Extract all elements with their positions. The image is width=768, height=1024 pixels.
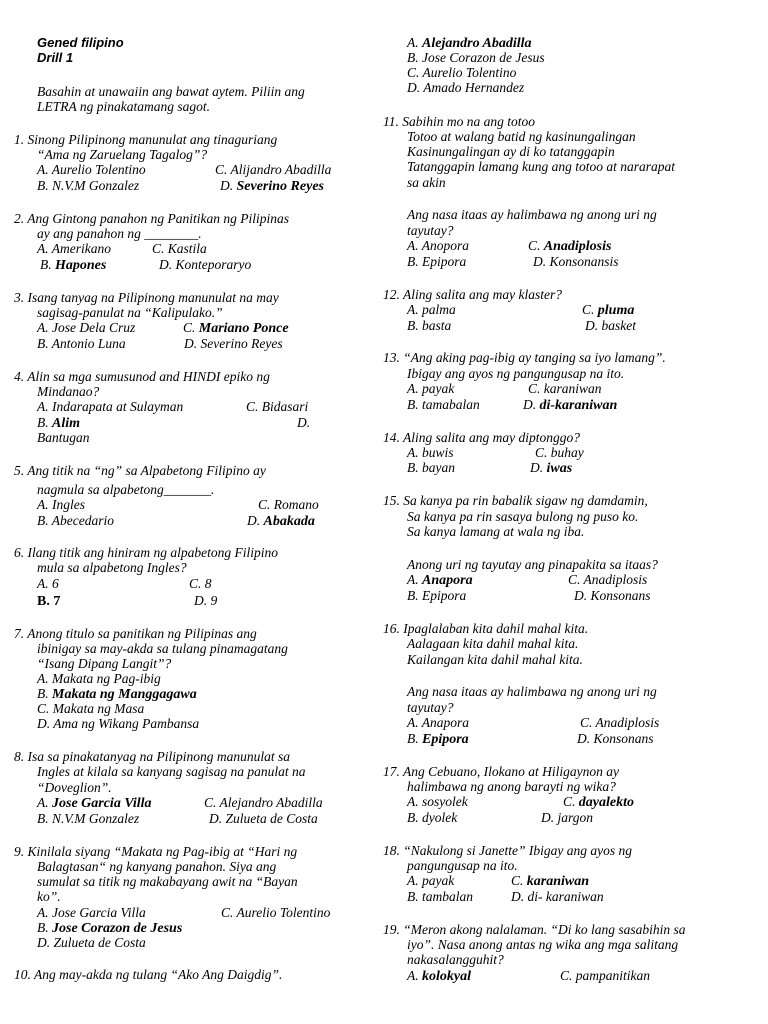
question-stem-q8-l1 <box>14 749 290 764</box>
question-stem-q5-l1 <box>14 463 266 478</box>
choice-text: D. basket <box>585 318 636 333</box>
choice-text: 19. “Meron akong nalalaman. “Di ko lang sasabihin sa <box>383 922 686 937</box>
answer-choice-q14-d <box>530 460 572 476</box>
choice-text: 11. Sabihin mo na ang totoo <box>383 114 536 129</box>
choice-text: B. bayan <box>407 460 455 475</box>
answer-choice-q2-b <box>40 257 106 273</box>
answer-choice-q2-a <box>37 241 111 256</box>
answer-choice-q2-c <box>152 241 207 256</box>
choice-text: C. <box>183 320 199 335</box>
choice-text: A. palma <box>407 302 456 317</box>
answer-choice-q4-a <box>37 399 183 414</box>
choice-text: Aalagaan kita dahil mahal kita. <box>407 636 579 651</box>
answer-choice-q11-b <box>407 254 466 269</box>
answer-choice-q16-d <box>577 731 654 746</box>
question-text-line-q11-l5 <box>407 175 446 190</box>
correct-answer-text: Anadiplosis <box>543 239 612 254</box>
choice-text: D. Konsonans <box>577 731 654 746</box>
choice-text: C. Romano <box>258 497 319 512</box>
answer-choice-q13-c <box>528 381 602 396</box>
answer-choice-q18-c <box>511 873 589 889</box>
correct-answer-text: iwas <box>546 461 573 476</box>
choice-text: A. Aurelio Tolentino <box>37 162 146 177</box>
question-text-line-q8-l3 <box>37 780 112 795</box>
answer-choice-q10-b <box>407 50 545 65</box>
question-stem-q2-l1 <box>14 211 289 226</box>
choice-text: Kasinungalingan ay di ko tatanggapin <box>407 144 615 159</box>
choice-text: B. Jose Corazon de Jesus <box>407 50 545 65</box>
question-stem-q1-l1 <box>14 132 277 147</box>
answer-choice-q4-b <box>37 415 80 431</box>
choice-text: B. Abecedario <box>37 513 114 528</box>
choice-text: tayutay? <box>407 700 454 715</box>
question-stem-q6-l1 <box>14 545 278 560</box>
choice-text: tayutay? <box>407 223 454 238</box>
choice-text: A. Jose Garcia Villa <box>37 905 146 920</box>
choice-text: A. <box>407 572 422 587</box>
choice-text: A. <box>37 795 52 810</box>
choice-text: 16. Ipaglalaban kita dahil mahal kita. <box>383 621 589 636</box>
choice-text: C. Alejandro Abadilla <box>204 795 323 810</box>
question-text-line-q16-l2 <box>407 636 578 651</box>
answer-choice-q4-c <box>246 399 308 414</box>
answer-choice-q19-c <box>560 968 650 983</box>
answer-choice-q12-d <box>585 318 636 333</box>
choice-text: Bantugan <box>37 430 90 445</box>
choice-text: 8. Isa sa pinakatanyag na Pilipinong manunulat sa <box>14 749 290 764</box>
question-text-line-q16-l4 <box>407 684 657 699</box>
instructions-line: Basahin at unawaiin ang bawat aytem. Piliin ang <box>37 84 305 99</box>
choice-text: D. Amado Hernandez <box>407 80 525 95</box>
question-text-line-q17-l2 <box>407 779 616 794</box>
choice-text: 1. Sinong Pilipinong manunulat ang tinaguriang <box>14 132 278 147</box>
choice-text: Kailangan kita dahil mahal kita. <box>407 652 583 667</box>
correct-answer-text: Severino Reyes <box>236 179 324 194</box>
choice-text: Sa kanya lamang at wala ng iba. <box>407 524 585 539</box>
answer-choice-q5-d <box>247 513 315 529</box>
choice-text: D. Konteporaryo <box>159 257 252 272</box>
answer-choice-q16-a <box>407 715 469 730</box>
question-stem-q19-l1 <box>383 922 686 937</box>
question-text-line-q1-l2 <box>37 147 207 162</box>
answer-choice-q3-b <box>37 336 126 351</box>
choice-text: C. Bidasari <box>246 399 309 414</box>
choice-text: B. N.V.M Gonzalez <box>37 178 140 193</box>
answer-choice-q12-c <box>582 302 634 318</box>
choice-text: nakasalangguhit? <box>407 952 504 967</box>
answer-choice-q13-b <box>407 397 480 412</box>
correct-answer-text: di-karaniwan <box>539 398 618 413</box>
choice-text: A. Makata ng Pag-ibig <box>37 671 161 686</box>
choice-text: A. <box>407 35 422 50</box>
choice-text: D. jargon <box>541 810 594 825</box>
answer-choice-q5-a <box>37 497 85 512</box>
question-text-line-q9-l3 <box>37 874 298 889</box>
question-text-line-q9-l2 <box>37 859 276 874</box>
answer-choice-q3-d <box>184 336 283 351</box>
answer-choice-q17-c <box>563 794 634 810</box>
choice-text: D. Zulueta de Costa <box>209 811 318 826</box>
answer-choice-q15-c <box>568 572 647 587</box>
choice-text: ibinigay sa may-akda sa tulang pinamagatang <box>37 641 288 656</box>
choice-text: nagmula sa alpabetong_______. <box>37 482 215 497</box>
choice-text: C. Kastila <box>152 241 207 256</box>
choice-text: C. Aurelio Tolentino <box>407 65 517 80</box>
question-stem-q18-l1 <box>383 843 632 858</box>
question-text-line-q4-l2 <box>37 384 99 399</box>
answer-choice-q19-a <box>407 968 471 984</box>
question-stem-q16-l1 <box>383 621 588 636</box>
choice-text: B. <box>40 257 55 272</box>
correct-answer-text: Alim <box>52 416 81 431</box>
choice-text: C. Makata ng Masa <box>37 701 145 716</box>
choice-text: D. Konsonans <box>574 588 651 603</box>
choice-text: 5. Ang titik na “ng” sa Alpabetong Filipino ay <box>14 463 266 478</box>
choice-text: B. <box>407 731 422 746</box>
choice-text: B. Epipora <box>407 588 467 603</box>
correct-answer-text: Abakada <box>263 514 315 529</box>
answer-choice-q14-c <box>535 445 584 460</box>
answer-choice-q17-b <box>407 810 457 825</box>
choice-text: 14. Aling salita ang may diptonggo? <box>383 430 581 445</box>
choice-text: D. <box>297 415 311 430</box>
choice-text: B. Epipora <box>407 254 467 269</box>
choice-text: D. <box>523 397 540 412</box>
question-stem-q17-l1 <box>383 764 619 779</box>
answer-choice-q8-a <box>37 795 152 811</box>
choice-text: Sa kanya pa rin sasaya bulong ng puso ko. <box>407 509 639 524</box>
choice-text: C. pampanitikan <box>560 968 650 983</box>
choice-text: B. N.V.M Gonzalez <box>37 811 140 826</box>
question-text-line-q15-l4 <box>407 557 658 572</box>
question-text-line-q5-l2 <box>37 482 214 497</box>
choice-text: Ibigay ang ayos ng pangungusap na ito. <box>407 366 625 381</box>
choice-text: Ang nasa itaas ay halimbawa ng anong uri ng <box>407 684 657 699</box>
choice-text: C. <box>582 302 598 317</box>
choice-text: D. Konsonansis <box>533 254 619 269</box>
answer-choice-q7-c <box>37 701 144 716</box>
answer-choice-q18-b <box>407 889 473 904</box>
question-text-line-q15-l3 <box>407 524 584 539</box>
answer-choice-q13-d <box>523 397 617 413</box>
answer-choice-q8-c <box>204 795 323 810</box>
choice-text: A. Anapora <box>407 715 470 730</box>
correct-answer-text: Hapones <box>55 258 107 273</box>
choice-text: Ingles at kilala sa kanyang sagisag na panulat na <box>37 764 306 779</box>
answer-choice-q15-d <box>574 588 651 603</box>
choice-text: A. Amerikano <box>37 241 111 256</box>
correct-answer-text: Epipora <box>422 732 469 747</box>
choice-text: 10. Ang may-akda ng tulang “Ako Ang Daigdig”. <box>14 967 283 982</box>
choice-text: Ang nasa itaas ay halimbawa ng anong uri ng <box>407 207 657 222</box>
choice-text: B. <box>37 415 52 430</box>
answer-choice-q16-b <box>407 731 469 747</box>
question-text-line-q16-l3 <box>407 652 583 667</box>
choice-text: C. karaniwan <box>528 381 602 396</box>
choice-text: 7. Anong titulo sa panitikan ng Pilipinas ang <box>14 626 257 641</box>
choice-text: 3. Isang tanyag na Pilipinong manunulat na may <box>14 290 279 305</box>
answer-choice-q10-d <box>407 80 524 95</box>
choice-text: C. Alijandro Abadilla <box>215 162 332 177</box>
choice-text: 4. Alin sa mga sumusunod and HINDI epiko ng <box>14 369 270 384</box>
answer-choice-q16-c <box>580 715 659 730</box>
question-text-line-q6-l2 <box>37 560 187 575</box>
choice-text: iyo”. Nasa anong antas ng wika ang mga salitang <box>407 937 679 952</box>
answer-choice-q7-d <box>37 716 199 731</box>
choice-text: D. di- karaniwan <box>511 889 604 904</box>
choice-text: 12. Aling salita ang may klaster? <box>383 287 562 302</box>
answer-choice-q1-b <box>37 178 139 193</box>
answer-choice-q15-b <box>407 588 466 603</box>
correct-answer-text: karaniwan <box>526 874 590 889</box>
question-text-line-q3-l2 <box>37 305 223 320</box>
choice-text: A. Anopora <box>407 238 470 253</box>
choice-text: A. Indarapata at Sulayman <box>37 399 184 414</box>
answer-choice-q3-c <box>183 320 289 336</box>
answer-choice-q7-a <box>37 671 161 686</box>
question-stem-q9-l1 <box>14 844 297 859</box>
answer-choice-q9-d <box>37 935 146 950</box>
choice-text: “Doveglion”. <box>37 780 112 795</box>
correct-answer-text: dayalekto <box>578 795 634 810</box>
answer-choice-q6-b <box>37 593 60 609</box>
answer-choice-q4-d1 <box>297 415 310 430</box>
choice-text: C. <box>511 873 527 888</box>
choice-text: A. Ingles <box>37 497 85 512</box>
answer-choice-q15-a <box>407 572 473 588</box>
question-text-line-q11-l6 <box>407 207 657 222</box>
choice-text: D. Severino Reyes <box>184 336 283 351</box>
choice-text: 9. Kinilala siyang “Makata ng Pag-ibig at “Hari ng <box>14 844 298 859</box>
question-stem-q10-l1 <box>14 967 282 982</box>
choice-text: “Ama ng Zaruelang Tagalog”? <box>37 147 208 162</box>
question-text-line-q13-l2 <box>407 366 624 381</box>
question-stem-q13-l1 <box>383 350 666 365</box>
choice-text: C. 8 <box>189 576 212 591</box>
choice-text: B. tambalan <box>407 889 473 904</box>
answer-choice-q5-b <box>37 513 114 528</box>
answer-choice-q2-d <box>159 257 251 272</box>
correct-answer-text: Jose Corazon de Jesus <box>52 921 183 936</box>
correct-answer-text: B. 7 <box>37 594 61 609</box>
choice-text: B. Antonio Luna <box>37 336 126 351</box>
answer-choice-q11-d <box>533 254 619 269</box>
choice-text: Anong uri ng tayutay ang pinapakita sa itaas? <box>407 557 658 572</box>
choice-text: A. payak <box>407 873 455 888</box>
answer-choice-q1-a <box>37 162 146 177</box>
answer-choice-q12-b <box>407 318 451 333</box>
choice-text: A. Jose Dela Cruz <box>37 320 136 335</box>
answer-choice-q18-d <box>511 889 604 904</box>
answer-choice-q7-b <box>37 686 197 702</box>
choice-text: B. <box>37 686 52 701</box>
correct-answer-text: Alejandro Abadilla <box>422 36 532 51</box>
drill-label: Drill 1 <box>37 50 74 65</box>
question-text-line-q11-l2 <box>407 129 636 144</box>
answer-choice-q4-d2 <box>37 430 90 445</box>
question-stem-q14-l1 <box>383 430 580 445</box>
answer-choice-q13-a <box>407 381 454 396</box>
choice-text: D. <box>530 460 547 475</box>
answer-choice-q9-a <box>37 905 146 920</box>
choice-text: A. 6 <box>37 576 59 591</box>
answer-choice-q6-a <box>37 576 59 591</box>
question-text-line-q15-l2 <box>407 509 638 524</box>
question-text-line-q8-l2 <box>37 764 305 779</box>
correct-answer-text: pluma <box>597 303 635 318</box>
correct-answer-text: Mariano Ponce <box>198 321 289 336</box>
choice-text: D. 9 <box>194 593 218 608</box>
question-text-line-q11-l7 <box>407 223 454 238</box>
choice-text: D. Ama ng Wikang Pambansa <box>37 716 200 731</box>
correct-answer-text: Anapora <box>422 573 473 588</box>
question-text-line-q7-l2 <box>37 641 288 656</box>
choice-text: 15. Sa kanya pa rin babalik sigaw ng damdamin, <box>383 493 648 508</box>
answer-choice-q8-d <box>209 811 318 826</box>
choice-text: A. <box>407 968 422 983</box>
answer-choice-q6-d <box>194 593 217 608</box>
choice-text: C. Anadiplosis <box>568 572 648 587</box>
question-stem-q7-l1 <box>14 626 257 641</box>
answer-choice-q10-a <box>407 35 532 51</box>
choice-text: A. payak <box>407 381 455 396</box>
answer-choice-q1-d <box>220 178 324 194</box>
answer-choice-q17-a <box>407 794 468 809</box>
answer-choice-q5-c <box>258 497 319 512</box>
question-text-line-q2-l2 <box>37 226 202 241</box>
choice-text: 6. Ilang titik ang hiniram ng alpabetong Filipino <box>14 545 278 560</box>
answer-choice-q14-a <box>407 445 454 460</box>
choice-text: sa akin <box>407 175 446 190</box>
choice-text: mula sa alpabetong Ingles? <box>37 560 187 575</box>
choice-text: A. buwis <box>407 445 454 460</box>
choice-text: sumulat sa titik ng makabayang awit na “Bayan <box>37 874 298 889</box>
answer-choice-q6-c <box>189 576 212 591</box>
question-stem-q12-l1 <box>383 287 562 302</box>
choice-text: “Isang Dipang Langit”? <box>37 656 172 671</box>
choice-text: B. basta <box>407 318 452 333</box>
question-text-line-q19-l3 <box>407 952 504 967</box>
document-title: Gened filipino <box>37 35 124 50</box>
correct-answer-text: Makata ng Manggagawa <box>52 687 197 702</box>
choice-text: D. Zulueta de Costa <box>37 935 146 950</box>
answer-choice-q1-c <box>215 162 331 177</box>
choice-text: 13. “Ang aking pag-ibig ay tanging sa iyo lamang”. <box>383 350 666 365</box>
answer-choice-q11-c <box>528 238 611 254</box>
choice-text: C. buhay <box>535 445 584 460</box>
choice-text: pangungusap na ito. <box>407 858 518 873</box>
choice-text: C. Anadiplosis <box>580 715 660 730</box>
answer-choice-q11-a <box>407 238 469 253</box>
question-text-line-q7-l3 <box>37 656 171 671</box>
question-stem-q15-l1 <box>383 493 648 508</box>
answer-choice-q9-b <box>37 920 182 936</box>
choice-text: C. <box>563 794 579 809</box>
choice-text: 17. Ang Cebuano, Ilokano at Hiligaynon ay <box>383 764 619 779</box>
question-text-line-q18-l2 <box>407 858 518 873</box>
choice-text: sagisag-panulat na “Kalipulako.” <box>37 305 223 320</box>
choice-text: Totoo at walang batid ng kasinungalingan <box>407 129 636 144</box>
answer-choice-q17-d <box>541 810 593 825</box>
question-text-line-q19-l2 <box>407 937 678 952</box>
choice-text: C. Aurelio Tolentino <box>221 905 331 920</box>
answer-choice-q14-b <box>407 460 455 475</box>
choice-text: Mindanao? <box>37 384 100 399</box>
choice-text: 2. Ang Gintong panahon ng Panitikan ng Pilipinas <box>14 211 289 226</box>
answer-choice-q8-b <box>37 811 139 826</box>
choice-text: D. <box>247 513 264 528</box>
instructions-line: LETRA ng pinakatamang sagot. <box>37 99 211 114</box>
answer-choice-q18-a <box>407 873 454 888</box>
question-text-line-q11-l3 <box>407 144 615 159</box>
choice-text: halimbawa ng anong barayti ng wika? <box>407 779 616 794</box>
choice-text: Balagtasan“ ng kanyang panahon. Siya ang <box>37 859 277 874</box>
question-text-line-q16-l5 <box>407 700 454 715</box>
choice-text: ko”. <box>37 889 61 904</box>
choice-text: ay ang panahon ng ________. <box>37 226 202 241</box>
question-stem-q4-l1 <box>14 369 270 384</box>
answer-choice-q12-a <box>407 302 456 317</box>
choice-text: B. <box>37 920 52 935</box>
question-text-line-q11-l4 <box>407 159 675 174</box>
choice-text: B. dyolek <box>407 810 458 825</box>
question-stem-q3-l1 <box>14 290 279 305</box>
choice-text: Tatanggapin lamang kung ang totoo at nararapat <box>407 159 676 174</box>
choice-text: A. sosyolek <box>407 794 468 809</box>
answer-choice-q10-c <box>407 65 516 80</box>
answer-choice-q9-c <box>221 905 330 920</box>
answer-choice-q3-a <box>37 320 135 335</box>
choice-text: C. <box>528 238 544 253</box>
question-text-line-q9-l4 <box>37 889 61 904</box>
choice-text: B. tamabalan <box>407 397 480 412</box>
correct-answer-text: Jose Garcia Villa <box>52 796 152 811</box>
correct-answer-text: kolokyal <box>422 969 471 984</box>
choice-text: D. <box>220 178 237 193</box>
choice-text: 18. “Nakulong si Janette” Ibigay ang ayos ng <box>383 843 632 858</box>
question-stem-q11-l1 <box>383 114 535 129</box>
